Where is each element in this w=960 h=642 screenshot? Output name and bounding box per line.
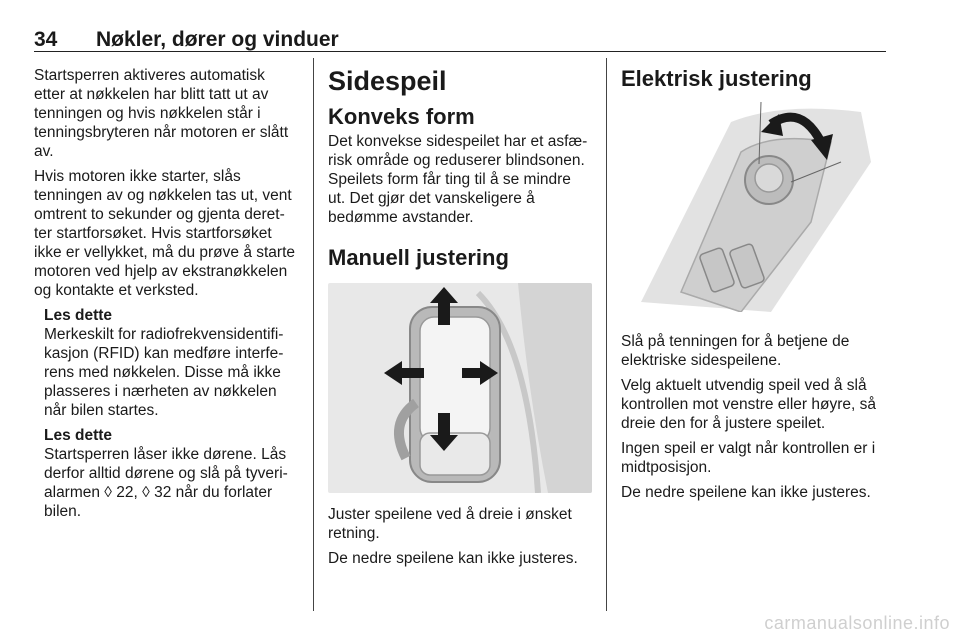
note-title: Les dette: [44, 307, 113, 324]
paragraph-select-mirror: Velg aktuelt utvendig speil ved å slå kontrollen mot venstre eller høyre, så dreie den for å justere speilet.: [621, 377, 876, 432]
note-locks: [34, 426, 300, 521]
page-number: 34: [34, 28, 58, 51]
subheading-manuell: Manuell justering: [328, 245, 509, 270]
page-header: [34, 28, 339, 52]
paragraph-lower-mirrors: De nedre speilene kan ikke justeres.: [621, 484, 871, 501]
note-text: Merkeskilt for radiofrekvensidentifi-kasjon (RFID) kan medføre interfe-rens med nøkkelen. Disse må ikke plasseres i nærheten av nøkkelen når bilen startes.: [44, 326, 284, 419]
paragraph-engine-start: Hvis motoren ikke starter, slås tenningen av og nøkkelen tas ut, vent omtrent to sekunder og gjenta deret-ter startforsøket. Hvis startforsøket ikke er vellykket, må du prøve å starte motoren ved hjelp av ekstranøkkelen og kontakte et verksted.: [34, 168, 296, 299]
section-heading-elektrisk: Elektrisk justering: [621, 66, 812, 91]
paragraph-lower-mirrors: De nedre speilene kan ikke justeres.: [328, 550, 578, 567]
subheading-konveks: Konveks form: [328, 104, 475, 129]
column-2: [328, 66, 592, 574]
column-3: [621, 66, 887, 508]
paragraph-ignition: Slå på tenningen for å betjene de elektriske sidespeilene.: [621, 333, 850, 369]
column-divider-1: [313, 58, 314, 611]
column-1: [34, 66, 300, 527]
section-heading-sidespeil: Sidespeil: [328, 66, 447, 96]
chapter-title: Nøkler, dører og vinduer: [96, 28, 339, 51]
mirror-adjust-arrows-illustration: [328, 283, 592, 493]
note-title: Les dette: [44, 427, 113, 444]
paragraph-convex: Det konvekse sidespeilet har et asfæ-risk område og reduserer blindsonen. Speilets form får ting til å se mindre ut. Det gjør det vanskeligere å bedømme avstander.: [328, 133, 588, 226]
header-rule: [34, 51, 886, 52]
column-divider-2: [606, 58, 607, 611]
paragraph-manual: Juster speilene ved å dreie i ønsket retning.: [328, 506, 572, 542]
paragraph-middle-position: Ingen speil er valgt når kontrollen er i midtposisjon.: [621, 440, 876, 476]
mirror-control-knob-illustration: [621, 102, 885, 312]
note-text: Startsperren låser ikke dørene. Lås derfor alltid dørene og slå på tyveri-alarmen ◊ 22, ◊ 32 når du forlater bilen.: [44, 446, 288, 520]
mirror-illustration-svg: [328, 283, 592, 493]
paragraph-immobilizer: Startsperren aktiveres automatisk etter at nøkkelen har blitt tatt ut av tenningen og hvis nøkkelen står i tenningsbryteren når motoren er slått av.: [34, 67, 289, 160]
note-rfid: [34, 306, 300, 420]
watermark: carmanualsonline.info: [764, 613, 950, 633]
control-illustration-svg: [621, 102, 885, 312]
